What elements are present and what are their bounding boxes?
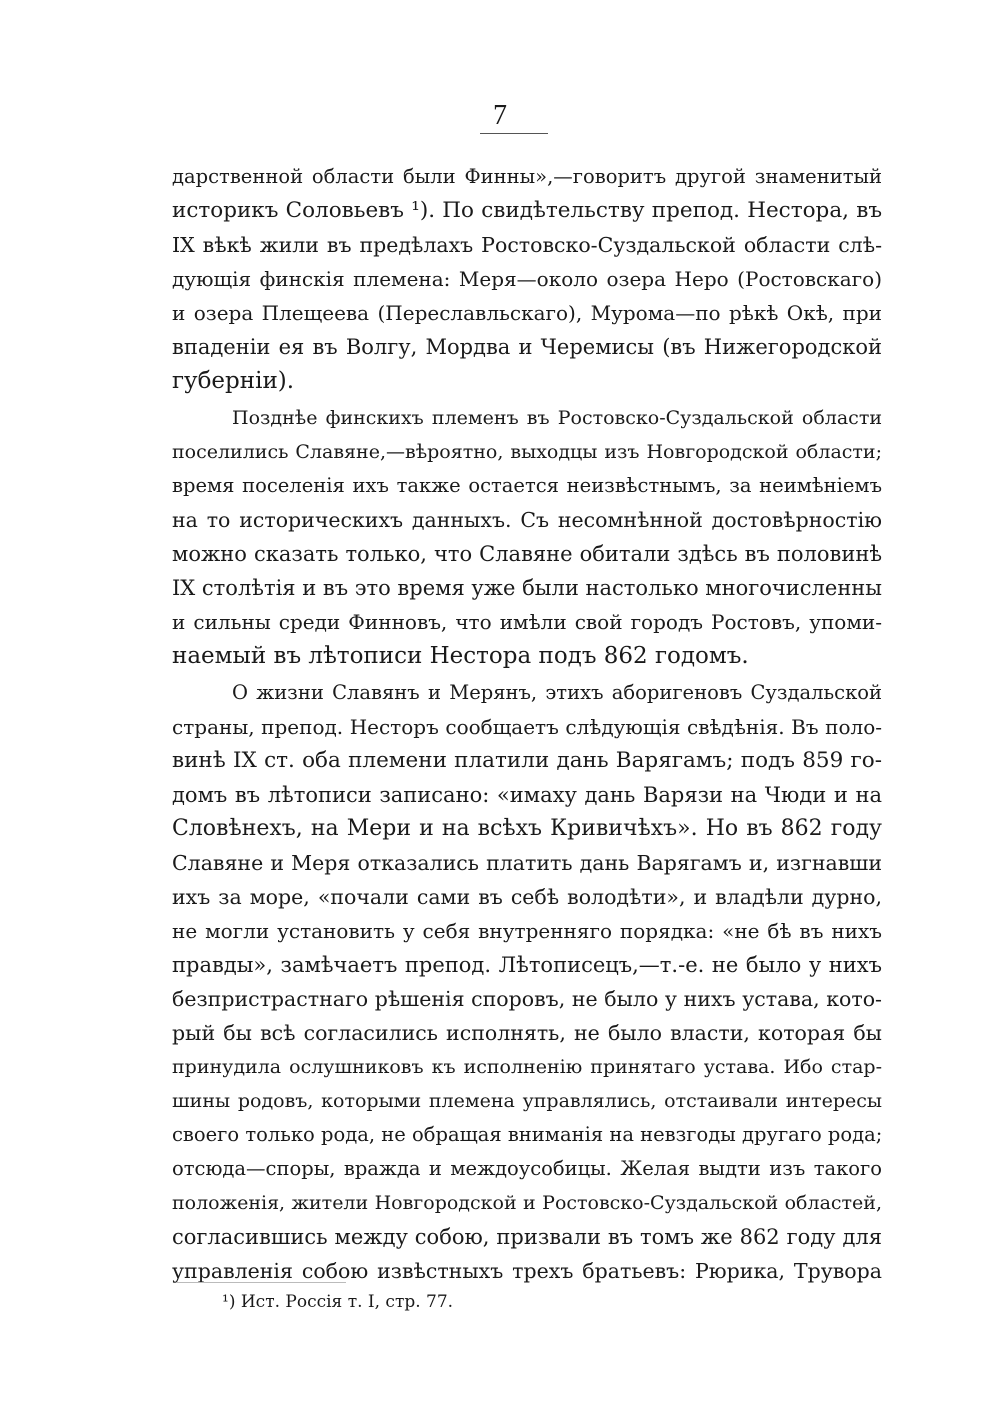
text-line: Словѣнехъ, на Мери и на всѣхъ Кривичѣхъ». Но въ 862 году	[172, 816, 882, 841]
text-line: IX столѣтія и въ это время уже были настолько многочисленны	[172, 576, 883, 600]
text-line: Позднѣе финскихъ племенъ въ Ростовско-Суздальской области	[232, 407, 882, 429]
text-line: рый бы всѣ согласились исполнять, не было власти, которая бы	[172, 1021, 882, 1045]
text-line: дующія финскія племена: Меря—около озера Неро (Ростовскаго)	[172, 267, 882, 291]
text-line: О жизни Славянъ и Мерянъ, этихъ аборигеновъ Суздальской	[232, 681, 882, 704]
text-line: историкъ Соловьевъ ¹). По свидѣтельству препод. Нестора, въ	[172, 198, 882, 223]
text-line: время поселенія ихъ также остается неизвѣстнымъ, за неимѣніемъ	[172, 474, 882, 497]
text-line: безпристрастнаго рѣшенія споровъ, не было у нихъ устава, кото-	[172, 987, 882, 1011]
text-line: согласившись между собою, призвали въ томъ же 862 году для	[172, 1225, 882, 1249]
text-line: наемый въ лѣтописи Нестора подъ 862 годомъ.	[172, 643, 749, 669]
text-line: и сильны среди Финновъ, что имѣли свой городъ Ростовъ, упоми-	[172, 610, 882, 634]
text-line: впаденіи ея въ Волгу, Мордва и Черемисы (въ Нижегородской	[172, 335, 882, 359]
text-line: домъ въ лѣтописи записано: «имаху дань Варязи на Чюди и на	[172, 783, 882, 807]
text-line: винѣ IX ст. оба племени платили дань Варягамъ; подъ 859 го-	[172, 748, 882, 773]
text-line: и озера Плещеева (Переславльскаго), Мурома—по рѣкѣ Окѣ, при	[172, 301, 882, 325]
text-line: на то историческихъ данныхъ. Съ несомнѣнной достовѣрностію	[172, 508, 882, 532]
text-line: шины родовъ, которыми племена управлялись, отстаивали интересы	[172, 1090, 882, 1112]
text-line: управленія собою извѣстныхъ трехъ братьевъ: Рюрика, Трувора	[172, 1259, 882, 1283]
text-line: Славяне и Меря отказались платить дань Варягамъ и, изгнавши	[172, 851, 882, 875]
text-line: положенія, жители Новгородской и Ростовско-Суздальской областей,	[172, 1192, 882, 1214]
footnote: ¹) Ист. Россія т. I, стр. 77.	[222, 1292, 454, 1312]
text-line: губерніи).	[172, 368, 295, 394]
text-line: ихъ за море, «почали сами въ себѣ володѣти», и владѣли дурно,	[172, 885, 882, 909]
text-line: можно сказать только, что Славяне обитали здѣсь въ половинѣ	[172, 542, 882, 566]
text-line: своего только рода, не обращая вниманія на невзгоды другаго рода;	[172, 1123, 883, 1146]
text-line: отсюда—споры, вражда и междоусобицы. Желая выдти изъ такого	[172, 1157, 882, 1180]
text-line: принудила ослушниковъ къ исполненію принятаго устава. Ибо стар-	[172, 1056, 882, 1078]
page-number: 7	[493, 100, 507, 131]
text-line: правды», замѣчаетъ препод. Лѣтописецъ,—т.-е. не было у нихъ	[172, 953, 882, 977]
text-line: страны, препод. Несторъ сообщаетъ слѣдующія свѣдѣнія. Въ поло-	[172, 715, 882, 739]
text-line: дарственной области были Финны»,—говоритъ другой знаменитый	[172, 165, 882, 188]
text-line: IX вѣкѣ жили въ предѣлахъ Ростовско-Суздальской области слѣ-	[172, 233, 882, 257]
text-line: не могли установить у себя внутренняго порядка: «не бѣ въ нихъ	[172, 919, 882, 943]
footnote-rule	[176, 1282, 346, 1283]
text-line: поселились Славяне,—вѣроятно, выходцы изъ Новгородской области;	[172, 441, 882, 463]
page-number-rule	[480, 133, 548, 134]
